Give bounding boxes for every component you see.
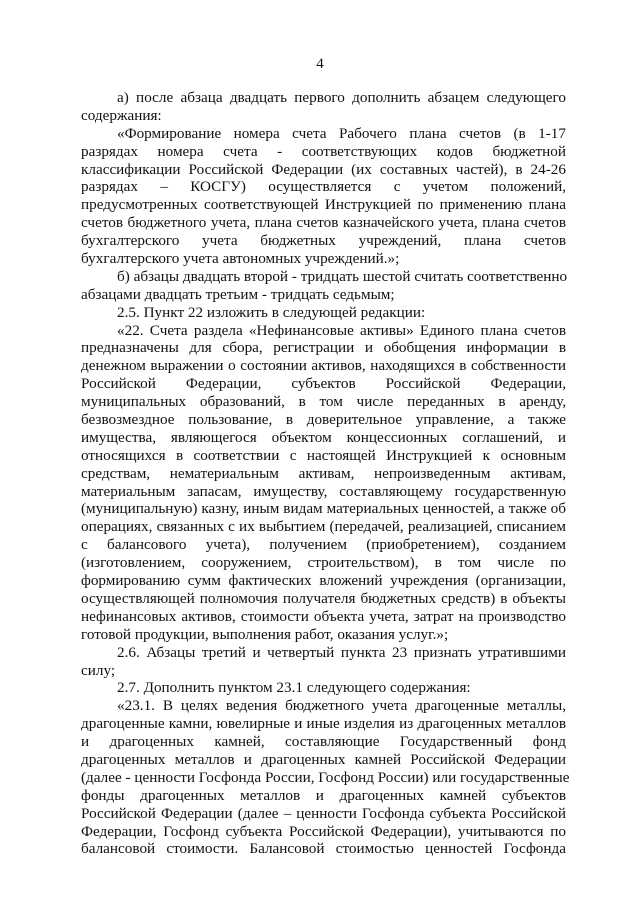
text-line: готовой продукции, выполнения работ, оказания услуг.»; — [81, 625, 449, 643]
text-line: «22. Счета раздела «Нефинансовые активы» Единого плана счетов — [117, 321, 566, 339]
text-line: предназначены для сбора, регистрации и обобщения информации в — [81, 339, 566, 357]
text-line: и драгоценных камней, составляющие Государственный фонд — [81, 733, 566, 751]
text-line: классификации Российской Федерации (их составных частей), в 24-26 — [81, 160, 566, 178]
text-line: а) после абзаца двадцать первого дополнить абзацем следующего — [117, 89, 566, 106]
text-line: (муниципальную) казну, иным видам материальных ценностей, а также об — [81, 500, 566, 518]
text-line: абзацами двадцать третьим - тридцать седьмым; — [81, 285, 395, 303]
text-line: Российской Федерации, субъектов Российской Федерации, — [81, 375, 566, 393]
text-line: фонды драгоценных металлов и драгоценных камней субъектов — [81, 786, 566, 804]
text-line: 2.7. Дополнить пунктом 23.1 следующего содержания: — [117, 679, 471, 697]
text-line: формированию сумм фактических вложений учреждения (организации, — [81, 572, 566, 590]
text-line: материальным запасам, имуществу, составляющему государственную — [81, 482, 566, 500]
text-line: силу; — [81, 661, 116, 679]
text-line: относящихся в соответствии с настоящей Инструкцией к основным — [81, 446, 566, 464]
text-line: 2.5. Пункт 22 изложить в следующей редакции: — [117, 303, 426, 321]
text-line: с балансового учета), получением (приобретением), созданием — [81, 536, 566, 554]
text-line: безвозмездное пользование, в доверительное управление, а также — [81, 411, 566, 429]
text-line: Федерации, Госфонд субъекта Российской Федерации), учитываются по — [81, 822, 566, 840]
text-line: нефинансовых активов, стоимости объекта учета, затрат на производство — [81, 607, 566, 625]
text-line: средствам, нематериальным активам, непроизведенным активам, — [81, 464, 566, 482]
text-line: «Формирование номера счета Рабочего плана счетов (в 1-17 — [117, 124, 566, 142]
text-line: разрядах – КОСГУ) осуществляется с учетом положений, — [81, 178, 566, 196]
text-line: муниципальных образований, в том числе переданных в аренду, — [81, 393, 566, 411]
text-line: счетов бюджетного учета, плана счетов казначейского учета, плана счетов — [81, 214, 566, 232]
page-number: 4 — [316, 56, 324, 72]
text-line: 2.6. Абзацы третий и четвертый пункта 23 признать утратившими — [117, 643, 566, 661]
text-line: «23.1. В целях ведения бюджетного учета драгоценные металлы, — [117, 697, 566, 715]
text-line: бухгалтерского учета автономных учреждений.»; — [81, 250, 400, 268]
text-line: б) абзацы двадцать второй - тридцать шестой считать соответственно — [117, 267, 568, 285]
text-line: денежном выражении о состоянии активов, находящихся в собственности — [81, 357, 566, 375]
text-line: осуществляющей полномочия получателя бюджетных средств) в объекты — [81, 589, 566, 607]
text-line: содержания: — [81, 106, 162, 124]
text-line: бухгалтерского учета бюджетных учреждений, плана счетов — [81, 232, 566, 250]
text-line: драгоценных металлов и драгоценных камней Российской Федерации — [81, 750, 566, 768]
text-line: имущества, являющегося объектом концессионных соглашений, и — [81, 428, 566, 446]
text-line: балансовой стоимости. Балансовой стоимостью ценностей Госфонда — [81, 840, 566, 858]
text-line: (изготовлением, сооружением, строительством), в том числе по — [81, 554, 566, 572]
text-line: Российской Федерации (далее – ценности Госфонда субъекта Российской — [81, 804, 566, 822]
text-line: разрядах номера счета - соответствующих кодов бюджетной — [81, 142, 566, 160]
text-line: операциях, связанных с их выбытием (передачей, реализацией, списанием — [81, 518, 566, 536]
text-line: драгоценные камни, ювелирные и иные изделия из драгоценных металлов — [81, 715, 566, 733]
text-line: предусмотренных соответствующей Инструкцией по применению плана — [81, 196, 566, 214]
text-line: (далее - ценности Госфонда России, Госфонд России) или государственные — [81, 768, 570, 786]
document-body — [81, 89, 570, 858]
